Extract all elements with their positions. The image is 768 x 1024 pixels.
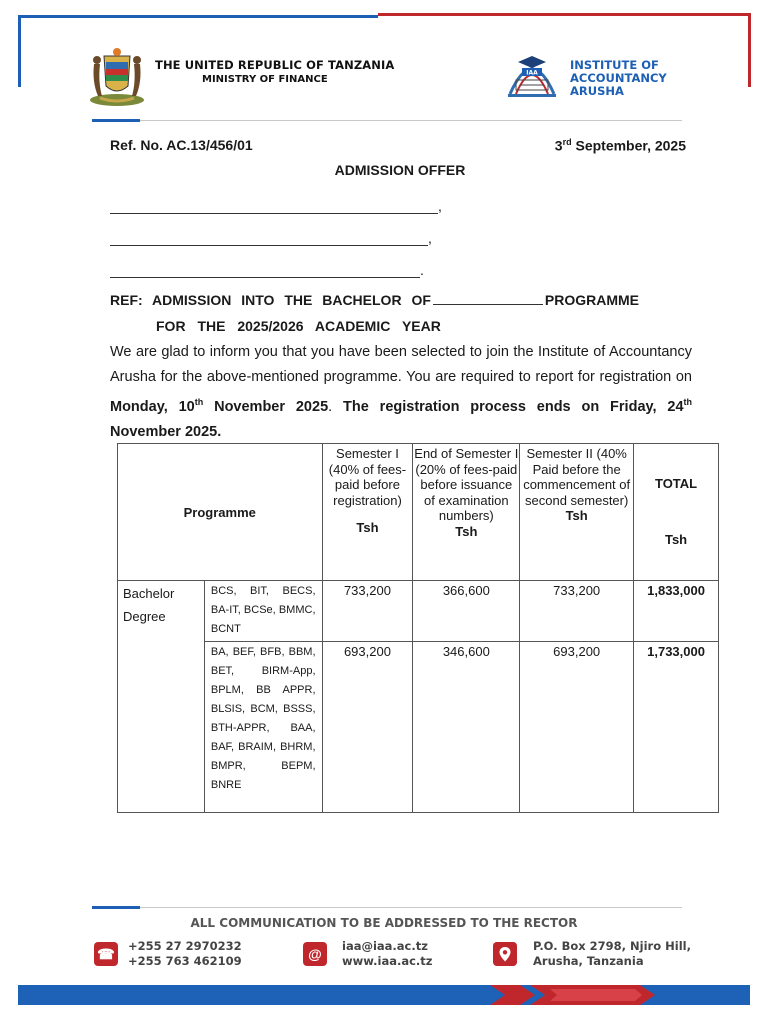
level-cell: Bachelor Degree — [118, 581, 205, 813]
phone-icon: ☎ — [94, 942, 118, 966]
letter-title: ADMISSION OFFER — [334, 162, 466, 178]
address-line-po-box: P.O. Box 2798, Njiro Hill, — [533, 939, 691, 953]
table-header-row — [118, 444, 719, 581]
address-line-city: Arusha, Tanzania — [533, 954, 644, 968]
header-semester-1-currency: Tsh — [356, 520, 379, 535]
footer-title: ALL COMMUNICATION TO BE ADDRESSED TO THE RECTOR — [190, 916, 578, 930]
institute-name-line-2: ACCOUNTANCY — [570, 71, 667, 85]
registration-end-a: The registration process ends on Friday, 24 — [343, 398, 684, 415]
header-end-semester-1-currency: Tsh — [455, 523, 478, 539]
semester-1-fee: 693,200 — [322, 642, 413, 813]
end-semester-1-fee: 346,600 — [413, 642, 520, 813]
table-row — [118, 581, 719, 642]
institute-name — [570, 59, 680, 98]
footer-phones — [128, 939, 242, 969]
header-semester-2-text: Semester II (40% Paid before the commencement of second semester) — [523, 446, 631, 508]
date-suffix: rd — [562, 137, 572, 147]
registration-end-suffix: th — [683, 397, 693, 407]
programme-blank — [433, 292, 543, 305]
body-text-2: . — [328, 398, 344, 415]
header-semester-1-text: Semester I (40% of fees-paid before registration) — [328, 446, 407, 508]
body-text-1: We are glad to inform you that you have been selected to join the Institute of Accountancy Arusha for the above-mentioned programme. You are required to report for registration on — [110, 344, 692, 385]
subject-line — [110, 292, 680, 308]
frame-top-red — [378, 13, 750, 16]
header-end-semester-1-text: End of Semester I (20% of fees-paid before issuance of examination numbers) — [414, 446, 519, 523]
body-paragraph — [110, 340, 692, 445]
semester-2-fee: 693,200 — [520, 642, 634, 813]
footer-address — [533, 939, 691, 969]
address-line-1 — [110, 198, 442, 214]
subject-end: PROGRAMME — [544, 292, 640, 308]
end-semester-1-fee: 366,600 — [413, 581, 520, 642]
ministry-name: MINISTRY OF FINANCE — [202, 74, 328, 85]
header-programme: Programme — [118, 444, 323, 581]
subject-line-2: FOR THE 2025/2026 ACADEMIC YEAR — [156, 318, 441, 334]
header-total-currency: Tsh — [664, 531, 688, 547]
iaa-logo — [502, 50, 562, 102]
programme-codes: BA, BEF, BFB, BBM, BET, BIRM-App, BPLM, BB APPR, BLSIS, BCM, BSSS, BTH-APPR, BAA, BAF, BRAIM, BHRM, BMPR, BEPM, BNRE — [204, 642, 322, 813]
programme-codes: BCS, BIT, BECS, BA-IT, BCSe, BMMC, BCNT — [204, 581, 322, 642]
header-divider — [92, 120, 682, 121]
header-semester-2-currency: Tsh — [565, 508, 588, 523]
total-fee: 1,733,000 — [634, 642, 719, 813]
date-rest: September, 2025 — [571, 137, 686, 154]
header-end-semester-1 — [413, 444, 520, 581]
iaa-logo-text: IAA — [526, 69, 538, 77]
table-row — [118, 642, 719, 813]
subject-start: REF: ADMISSION INTO THE BACHELOR OF — [110, 292, 431, 308]
footer-divider — [92, 907, 682, 908]
footer-divider-accent — [92, 906, 140, 909]
reference-number: Ref. No. AC.13/456/01 — [110, 137, 253, 153]
address-line-2 — [110, 230, 432, 246]
phone-number-2: +255 763 462109 — [128, 954, 242, 968]
header-divider-accent — [92, 119, 140, 122]
frame-top-blue — [18, 15, 378, 18]
phone-number-1: +255 27 2970232 — [128, 939, 242, 953]
website-link[interactable]: www.iaa.ac.tz — [342, 954, 433, 968]
header-semester-2 — [520, 444, 634, 581]
address-punct-1: , — [438, 198, 442, 214]
registration-month: November 2025 — [203, 398, 329, 415]
address-punct-3: . — [420, 262, 424, 278]
registration-end-b: November 2025. — [110, 423, 222, 440]
frame-right — [748, 13, 751, 87]
fees-table — [117, 443, 719, 813]
institute-name-line-1: INSTITUTE OF — [570, 58, 659, 72]
header-total — [634, 444, 719, 581]
header-total-text: TOTAL — [654, 476, 698, 491]
registration-day-suffix: th — [194, 397, 204, 407]
coat-of-arms-logo — [86, 42, 148, 108]
address-line-3 — [110, 262, 424, 278]
date-day: 3 — [554, 137, 563, 154]
location-icon — [493, 942, 517, 966]
total-fee: 1,833,000 — [634, 581, 719, 642]
header-semester-1 — [322, 444, 413, 581]
letter-date — [555, 137, 686, 154]
frame-left — [18, 15, 21, 87]
footer-chevrons — [490, 980, 660, 1010]
semester-2-fee: 733,200 — [520, 581, 634, 642]
registration-day: Monday, 10 — [110, 398, 195, 415]
footer-contact — [342, 939, 432, 969]
at-icon: @ — [303, 942, 327, 966]
institute-name-line-3: ARUSHA — [570, 84, 624, 98]
government-title: THE UNITED REPUBLIC OF TANZANIA — [155, 58, 395, 72]
semester-1-fee: 733,200 — [322, 581, 413, 642]
email-link[interactable]: iaa@iaa.ac.tz — [342, 939, 428, 953]
address-punct-2: , — [428, 230, 432, 246]
